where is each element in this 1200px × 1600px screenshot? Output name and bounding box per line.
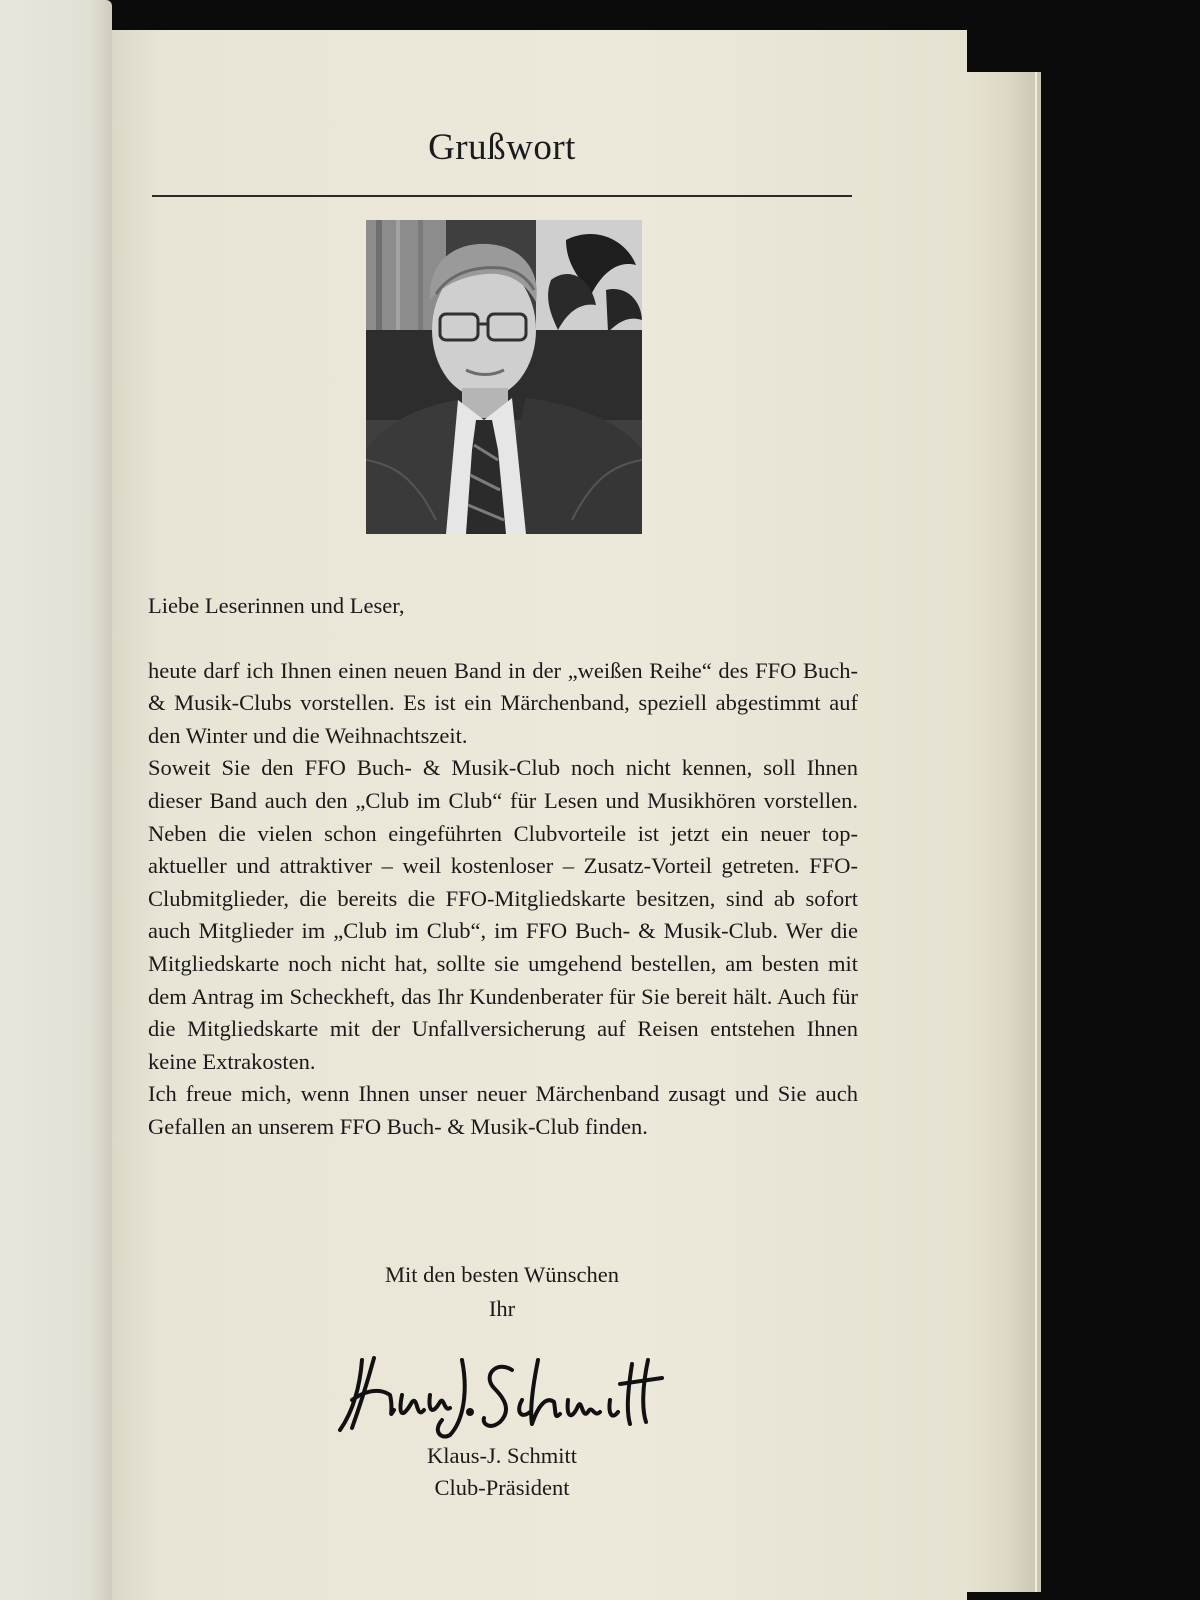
signer-name: Klaus-J. Schmitt [427,1443,577,1468]
closing-ihr: Ihr [488,1296,516,1321]
letter-text [148,590,858,1144]
signer-title: Club-Präsident [434,1475,570,1500]
page-title: Grußwort [428,127,576,168]
title-divider [152,195,852,197]
signer-block [112,1440,892,1504]
closing-block [112,1258,892,1326]
salutation: Liebe Leserinnen und Leser, [148,593,405,618]
facing-page-edge [0,0,112,1600]
handwritten-signature [332,1340,672,1440]
portrait-photo [366,220,642,534]
closing-phrase: Mit den besten Wünschen [385,1262,619,1287]
book-page [112,30,967,1600]
page-stack-edge [960,72,1041,1592]
letter-body: heute darf ich Ihnen einen neuen Band in der „weißen Reihe“ des FFO Buch- & Musik-Clubs vorstellen. Es ist ein Märchenband, speziell abgestimmt auf den Winter und die Weihnachtszeit. Soweit Sie den FFO Buch- & Musik-Club noch nicht kennen, soll Ihnen dieser Band auch den „Club im Club“ für Lesen und Musikhören vorstellen. Neben die vielen schon eingeführten Clubvorteile ist jetzt ein neuer top-aktueller und attraktiver – weil kostenloser – Zusatz-Vorteil getreten. FFO-Clubmitglieder, die bereits die FFO-Mitgliedskarte besitzen, sind ab sofort auch Mitglieder im „Club im Club“, im FFO Buch- & Musik-Club. Wer die Mitgliedskarte noch nicht hat, sollte sie umgehend bestellen, am besten mit dem Antrag im Scheckheft, das Ihr Kundenberater für Sie bereit hält. Auch für die Mitgliedskarte mit der Unfallversicherung auf Reisen entstehen Ihnen keine Extrakosten. Ich freue mich, wenn Ihnen unser neuer Märchenband zusagt und Sie auch Gefallen an unserem FFO Buch- & Musik-Club finden. [148,657,858,1139]
